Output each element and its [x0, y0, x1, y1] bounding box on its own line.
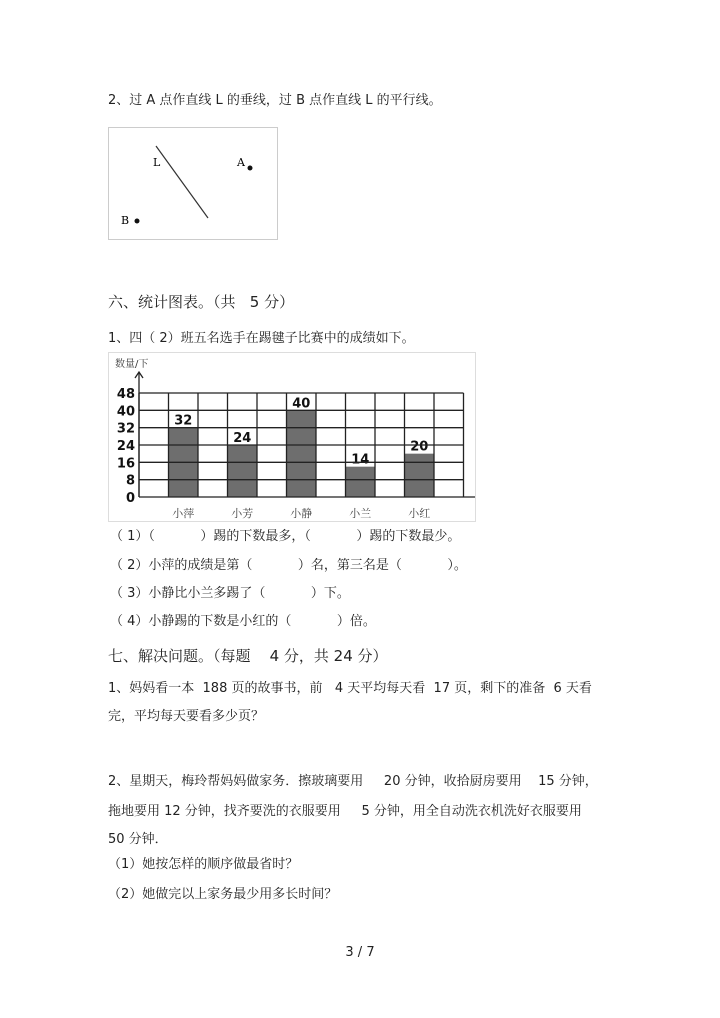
- geometry-figure: [108, 127, 278, 240]
- chart-question-2: （ 2）小萍的成绩是第（ ）名，第三名是（ ）。: [110, 558, 467, 573]
- bar-value-label: 20: [410, 439, 429, 455]
- y-tick-label: 8: [125, 473, 135, 489]
- y-tick-label: 48: [116, 387, 135, 402]
- problem-1-line-1: 1、妈妈看一本 188 页的故事书，前 4 天平均每天看 17 页，剩下的准备 6 天看: [108, 681, 592, 696]
- bar-value-label: 32: [174, 413, 193, 429]
- bar-小静: [287, 410, 317, 497]
- x-tick-label: 小萍: [172, 507, 195, 520]
- bar-chart-svg: [109, 353, 475, 521]
- problem-2-sub-1: （1）她按怎样的顺序做最省时？: [108, 857, 299, 872]
- y-tick-label: 32: [116, 421, 135, 437]
- label-l: L: [153, 156, 161, 169]
- problem-2-line-3: 50 分钟．: [108, 832, 168, 847]
- chart-question-3: （ 3）小静比小兰多踢了（ ）下。: [110, 586, 350, 601]
- bar-value-label: 14: [351, 452, 370, 468]
- section-6-title: 六、统计图表。（共 5 分）: [108, 293, 295, 311]
- y-tick-label: 24: [116, 439, 135, 454]
- problem-2-sub-2: （2）她做完以上家务最少用多长时间？: [108, 887, 338, 902]
- y-tick-label: 16: [116, 456, 135, 472]
- chart-question-1: （ 1）（ ）踢的下数最多，（ ）踢的下数最少。: [110, 529, 461, 544]
- y-tick-label: 0: [125, 491, 135, 506]
- section-7-title: 七、解决问题。（每题 4 分，共 24 分）: [108, 647, 388, 665]
- line-l: [156, 146, 208, 218]
- label-b: B: [121, 214, 130, 227]
- x-tick-label: 小芳: [231, 507, 254, 520]
- problem-1-line-2: 完，平均每天要看多少页？: [108, 709, 265, 724]
- bar-chart: [108, 352, 476, 522]
- line-and-points-diagram: [109, 128, 279, 241]
- label-a: A: [237, 156, 245, 169]
- problem-2-line-2: 拖地要用 12 分钟，找齐要洗的衣服要用 5 分钟，用全自动洗衣机洗好衣服要用: [108, 804, 582, 819]
- page-number: 3 / 7: [345, 945, 375, 960]
- x-tick-label: 小兰: [349, 507, 372, 520]
- y-axis-label: 数量/下: [115, 359, 149, 370]
- x-tick-label: 小静: [290, 507, 313, 520]
- y-tick-label: 40: [116, 404, 135, 420]
- question-2-text: 2、过 A 点作直线 L 的垂线，过 B 点作直线 L 的平行线。: [108, 93, 442, 108]
- bar-小兰: [346, 467, 376, 497]
- section-6-question-1: 1、四（ 2）班五名选手在踢毽子比赛中的成绩如下。: [108, 331, 415, 346]
- point-a: [248, 166, 253, 171]
- chart-question-4: （ 4）小静踢的下数是小红的（ ）倍。: [110, 614, 376, 629]
- x-tick-label: 小红: [408, 507, 431, 520]
- bar-value-label: 24: [233, 431, 252, 446]
- bar-value-label: 40: [292, 396, 311, 412]
- bar-小芳: [228, 445, 258, 497]
- point-b: [135, 219, 140, 224]
- problem-2-line-1: 2、星期天，梅玲帮妈妈做家务．擦玻璃要用 20 分钟，收拾厨房要用 15 分钟，: [108, 774, 598, 789]
- bar-小红: [405, 454, 435, 497]
